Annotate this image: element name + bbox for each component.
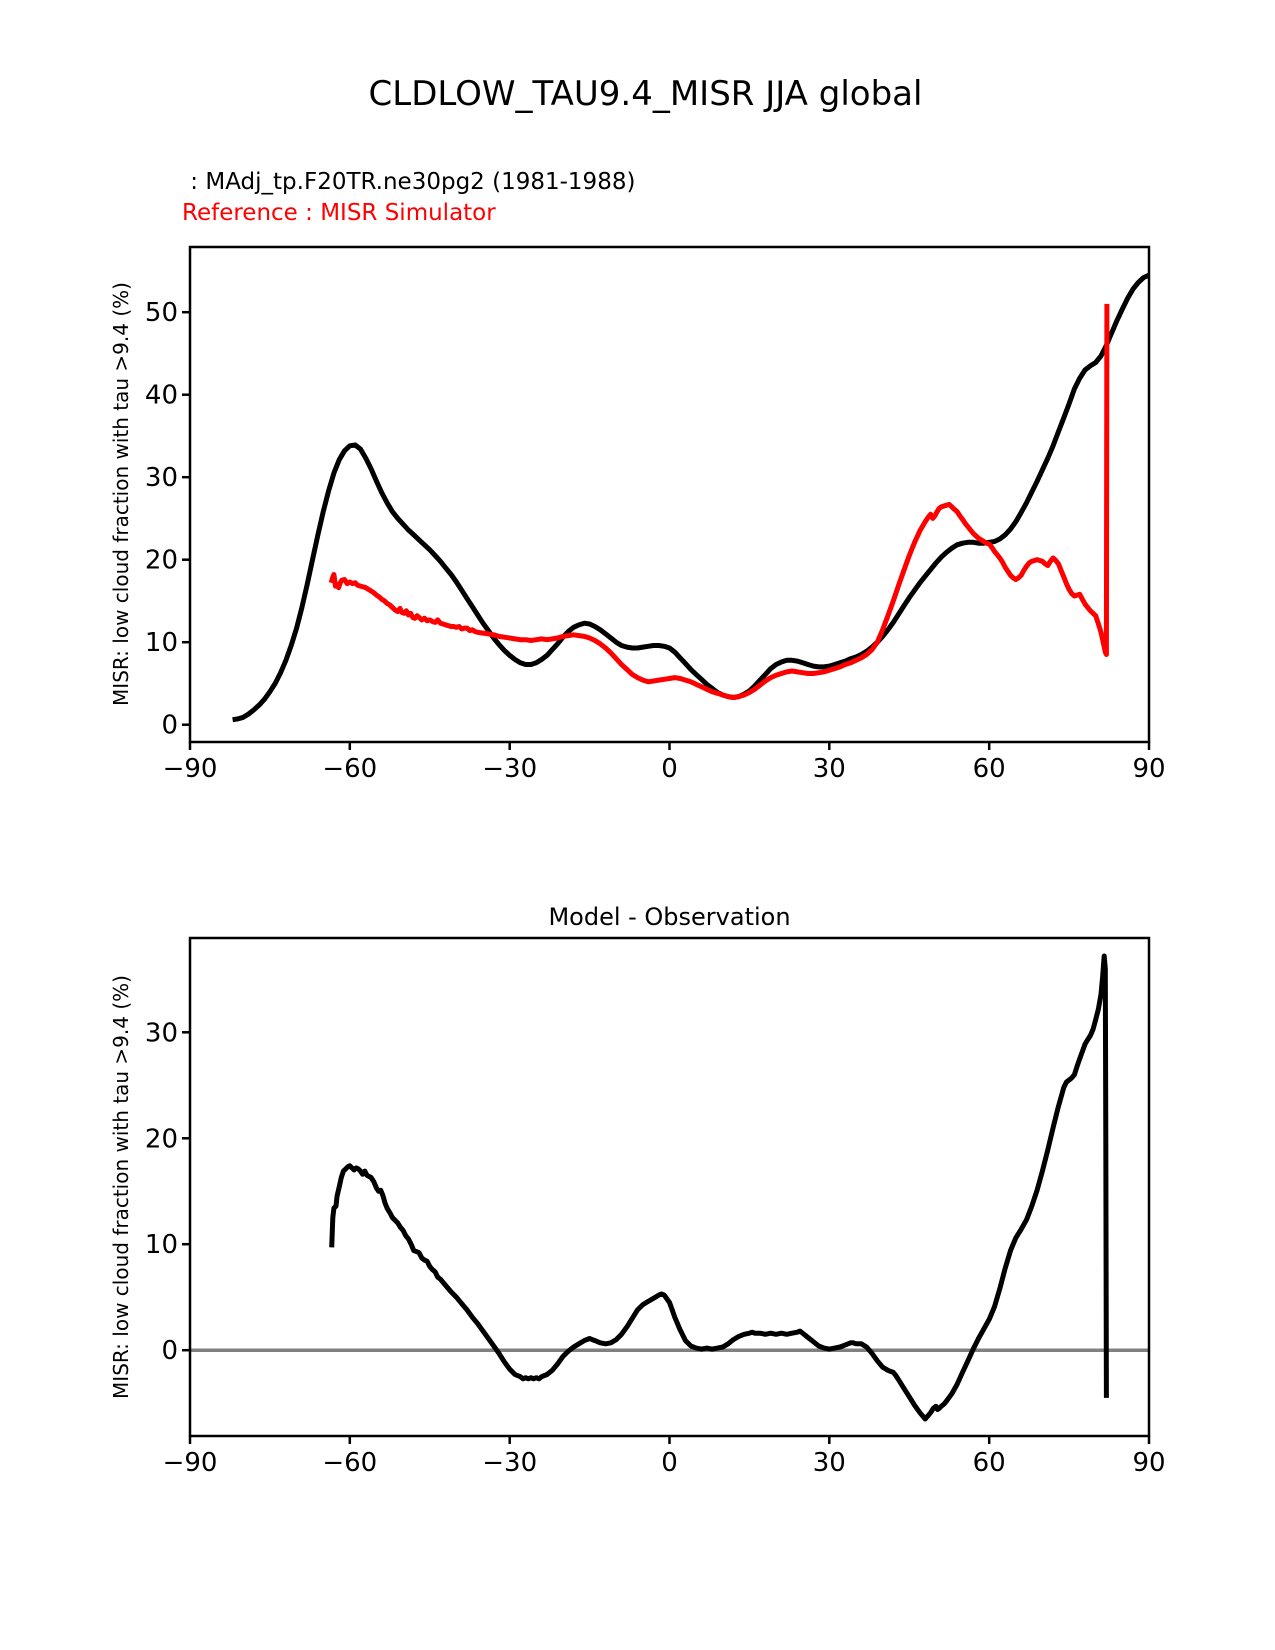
x-tick-label: −90 (162, 754, 218, 784)
top-chart-title: CLDLOW_TAU9.4_MISR JJA global (368, 74, 923, 114)
y-tick-label: 30 (144, 463, 178, 494)
x-tick-label: −60 (322, 1448, 378, 1478)
bottom-y-axis-label: MISR: low cloud fraction with tau >9.4 (%) (109, 975, 133, 1399)
legend-model-label: : MAdj_tp.F20TR.ne30pg2 (1981-1988) (183, 169, 636, 195)
plot-border (190, 247, 1149, 742)
x-tick-label: 30 (812, 1448, 846, 1478)
x-tick-label: 60 (972, 1448, 1006, 1478)
x-tick-label: −90 (162, 1448, 218, 1478)
x-tick-label: 0 (661, 1448, 678, 1478)
legend-reference-label: Reference : MISR Simulator (182, 200, 496, 226)
bottom-chart-title: Model - Observation (548, 903, 791, 931)
y-tick-label: 50 (144, 298, 178, 329)
y-tick-label: 10 (144, 628, 178, 659)
y-tick-label: 20 (144, 1124, 178, 1155)
series-reference-line (331, 304, 1107, 698)
x-tick-label: 0 (661, 754, 678, 784)
x-tick-label: −60 (322, 754, 378, 784)
y-tick-label: 10 (144, 1230, 178, 1261)
x-tick-label: 60 (972, 754, 1006, 784)
series-model-line (233, 275, 1149, 720)
x-tick-label: 90 (1132, 754, 1166, 784)
y-tick-label: 20 (144, 545, 178, 576)
x-tick-label: 90 (1132, 1448, 1166, 1478)
y-tick-label: 0 (161, 710, 178, 741)
plot-border (190, 938, 1149, 1436)
y-tick-label: 30 (144, 1018, 178, 1049)
x-tick-label: −30 (482, 1448, 538, 1478)
x-tick-label: 30 (812, 754, 846, 784)
x-tick-label: −30 (482, 754, 538, 784)
top-y-axis-label: MISR: low cloud fraction with tau >9.4 (%) (109, 282, 133, 706)
y-tick-label: 40 (144, 380, 178, 411)
y-tick-label: 0 (161, 1336, 178, 1367)
